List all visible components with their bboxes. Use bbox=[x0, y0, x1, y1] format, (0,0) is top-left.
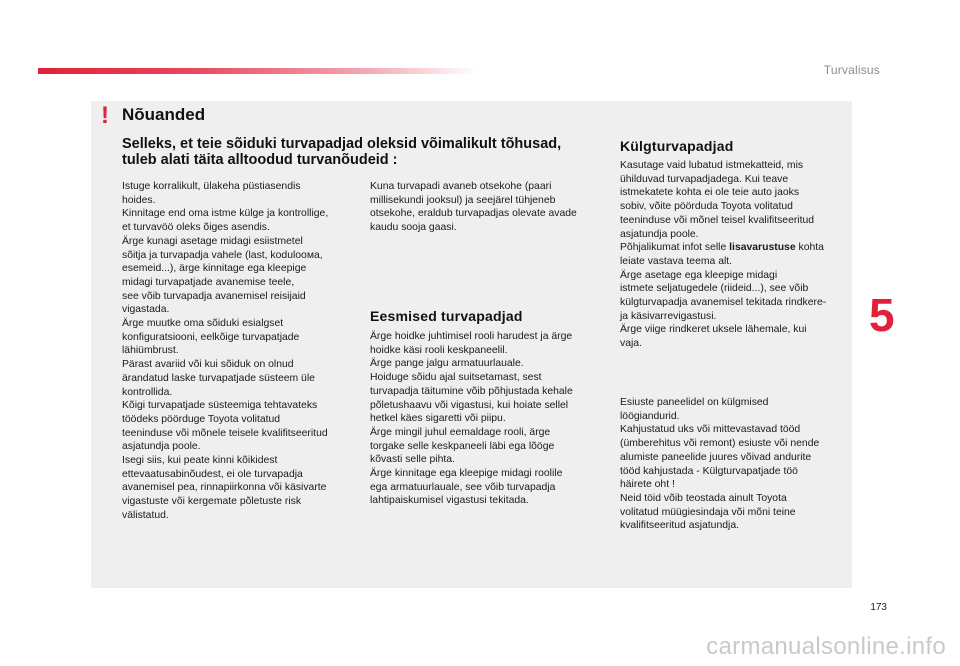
lead-line: Selleks, et teie sõiduki turvapadjad oleksid võimalikult tõhusad, bbox=[122, 136, 562, 152]
bold-term: lisavarustuse bbox=[729, 242, 796, 254]
text-line: ega armatuurlauale, see võib turvapadja bbox=[370, 481, 556, 493]
text-line: Kuna turvapadi avaneb otsekohe (paari bbox=[370, 181, 552, 192]
text-line: asjatundja poole. bbox=[620, 228, 699, 240]
text-fragment: kohta bbox=[795, 242, 824, 254]
text-line: Hoiduge sõidu ajal suitsetamast, sest bbox=[370, 372, 542, 384]
page-number: 173 bbox=[870, 602, 887, 613]
text-line: Kõigi turvapatjade süsteemiga tehtavateks bbox=[122, 400, 318, 412]
text-line: ärandatud laske turvapatjade süsteem üle bbox=[122, 372, 315, 384]
text-line: (ümberehitus või remont) esiuste või nende bbox=[620, 438, 820, 450]
heading-side-airbags: Külgturvapadjad bbox=[620, 138, 734, 154]
section-label: Turvalisus bbox=[823, 63, 880, 77]
text-line: vigastuste või kergemate põletuste risk bbox=[122, 496, 302, 508]
text-line: volitatud müügiesindaja või mõni teine bbox=[620, 506, 796, 518]
text-line: külgturvapadja avanemisel tekitada rindkere- bbox=[620, 297, 827, 309]
text-line: hoidke käsi rooli keskpaneelil. bbox=[370, 344, 508, 356]
chapter-number: 5 bbox=[869, 289, 895, 341]
text-line: Esiuste paneelidel on külgmised bbox=[620, 397, 769, 408]
text-line: Ärge asetage ega kleepige midagi bbox=[620, 269, 778, 281]
text-line-with-bold bbox=[620, 241, 855, 255]
text-line: Ärge viige rindkeret uksele lähemale, kui bbox=[620, 324, 807, 336]
text-line: leiate vastava teema alt. bbox=[620, 255, 733, 267]
text-line: kvalifitseeritud asjatundja. bbox=[620, 520, 739, 532]
heading-front-airbags: Eesmised turvapadjad bbox=[370, 308, 523, 324]
text-line: Istuge korralikult, ülakeha püstiasendis bbox=[122, 181, 301, 192]
lead-text bbox=[122, 136, 592, 168]
text-line: Ärge muutke oma sõiduki esialgset bbox=[122, 318, 284, 330]
text-line: esemeid...), ärge kinnitage ega kleepige bbox=[122, 263, 307, 275]
text-line: põletushaavu või vigastusi, kui hoiate sellel bbox=[370, 399, 569, 411]
text-fragment: Põhjalikumat infot selle bbox=[620, 242, 730, 254]
text-line: hoides. bbox=[122, 194, 156, 206]
text-line: Ärge kunagi asetage midagi esiistmetel bbox=[122, 235, 303, 247]
text-line: kõvasti selle pihta. bbox=[370, 454, 455, 466]
text-line: Isegi siis, kui peate kinni kõikidest bbox=[122, 455, 278, 467]
text-line: tööd kahjustada - Külgturvapatjade töö bbox=[620, 465, 798, 477]
warning-icon: ! bbox=[101, 102, 109, 129]
header-accent-bar bbox=[38, 68, 478, 74]
text-line: Ärge pange jalgu armatuurlauale. bbox=[370, 358, 524, 370]
text-line: avanemisel pea, rinnapiirkonna või käsivarte bbox=[122, 482, 327, 494]
text-line: kontrollida. bbox=[122, 386, 173, 398]
text-line: sõitja ja turvapadja vahele (last, koduloома, bbox=[122, 249, 323, 261]
lead-line: tuleb alati täita alltoodud turvanõudeid : bbox=[122, 152, 398, 168]
text-line: turvapadja täitumine võib põhjustada kehale bbox=[370, 385, 573, 397]
text-line: teeninduse või mõnele teisele kvalifitseeritud bbox=[122, 427, 328, 439]
text-line: ettevaatusabinõudest, ei ole turvapadja bbox=[122, 468, 303, 480]
column-front-airbags bbox=[370, 330, 605, 508]
text-line: Ärge kinnitage ega kleepige midagi roolile bbox=[370, 468, 563, 480]
text-line: vaja. bbox=[620, 338, 642, 350]
text-line: Ärge mingil juhul eemaldage rooli, ärge bbox=[370, 426, 551, 438]
text-line: lähiümbrust. bbox=[122, 345, 179, 357]
text-line: lahtipaiskumisel vigastusi tekitada. bbox=[370, 495, 529, 507]
text-line: hetkel käes sigaretti või piipu. bbox=[370, 413, 506, 425]
text-line: ja käsivarrevigastusi. bbox=[620, 310, 717, 322]
text-line: löögiandurid. bbox=[620, 410, 680, 422]
text-line: Kasutage vaid lubatud istmekatteid, mis bbox=[620, 160, 804, 171]
text-line: torgake selle keskpaneeli läbi ega lõöge bbox=[370, 440, 555, 452]
text-line: see võib turvapadja avanemisel reisijaid bbox=[122, 290, 306, 302]
text-line: istmete seljatugedele (riideid...), see võib bbox=[620, 283, 809, 295]
column-side-sensors bbox=[620, 396, 855, 533]
column-side-airbags bbox=[620, 159, 855, 351]
text-line: töödeks pöörduge Toyota volitatud bbox=[122, 413, 281, 425]
text-line: kaudu sooja gaasi. bbox=[370, 222, 457, 234]
text-line: teeninduse või mõnel teisel kvalifitseeritud bbox=[620, 214, 815, 226]
panel-title: Nõuanded bbox=[122, 105, 206, 124]
text-line: istmekatete kohta ei ole teie auto jaoks bbox=[620, 187, 800, 199]
watermark: carmanualsonline.info bbox=[706, 633, 946, 660]
text-line: et turvavöö oleks õiges asendis. bbox=[122, 222, 270, 234]
text-line: vigastada. bbox=[122, 304, 170, 316]
text-line: Neid töid võib teostada ainult Toyota bbox=[620, 492, 787, 504]
text-line: millisekundi jooksul) ja seejärel tühjeneb bbox=[370, 194, 556, 206]
text-line: asjatundja poole. bbox=[122, 441, 201, 453]
column-deployment-info bbox=[370, 180, 605, 235]
text-line: Ärge hoidke juhtimisel rooli harudest ja ärge bbox=[370, 331, 573, 342]
text-line: Kinnitage end oma istme külge ja kontrollige, bbox=[122, 208, 329, 220]
text-line: midagi turvapatjade avanemise teele, bbox=[122, 276, 295, 288]
text-line: sobiv, võite pöörduda Toyota volitatud bbox=[620, 201, 793, 213]
text-line: otsekohe, eraldub turvapadjas olevate avade bbox=[370, 208, 577, 220]
text-line: alumiste paneelide juures võivad andurite bbox=[620, 451, 812, 463]
text-line: ühilduvad turvapadjadega. Kui teave bbox=[620, 173, 789, 185]
text-line: Kahjustatud uks või mittevastavad tööd bbox=[620, 424, 801, 436]
column-general-advice bbox=[122, 180, 357, 523]
text-line: konfiguratsiooni, eelkõige turvapatjade bbox=[122, 331, 300, 343]
text-line: välistatud. bbox=[122, 509, 169, 521]
text-line: Pärast avariid või kui sõiduk on olnud bbox=[122, 359, 294, 371]
text-line: häirete oht ! bbox=[620, 479, 675, 491]
